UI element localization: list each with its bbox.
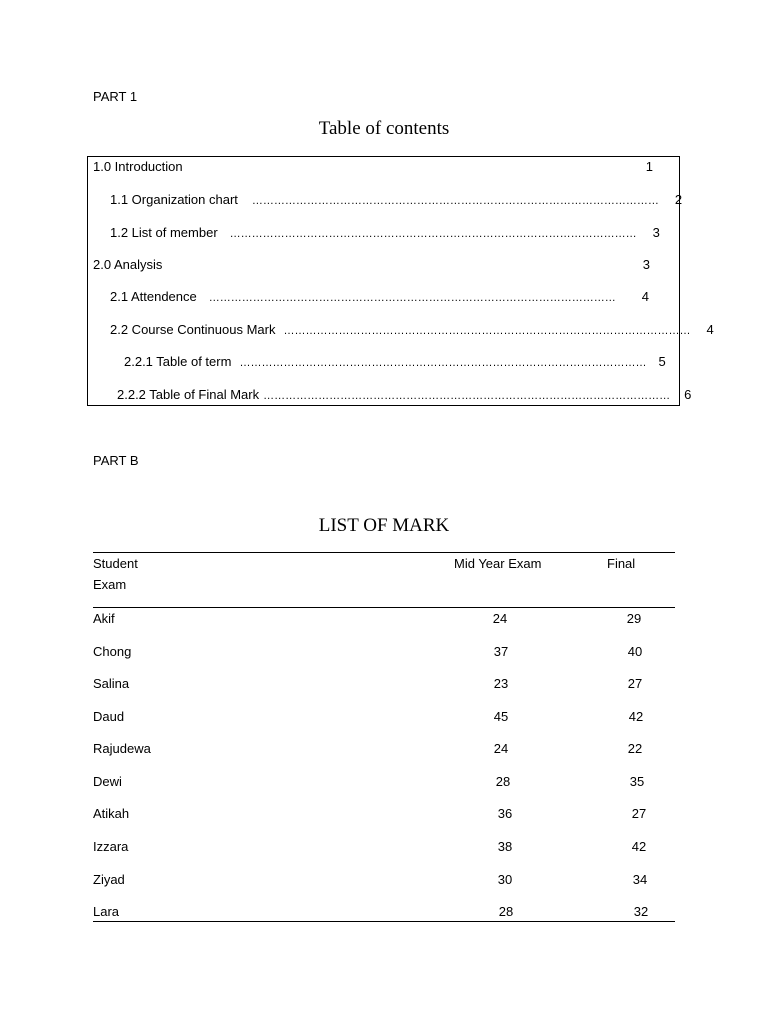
part-1-label: PART 1 — [93, 89, 138, 104]
toc-leader-dots: ………………………………………………………………………………………………… — [239, 356, 647, 369]
toc-entry — [110, 225, 660, 240]
toc-entry-page: 3 — [652, 225, 660, 240]
toc-leader-dots: ………………………………………………………………………………………………… — [208, 291, 616, 304]
toc-title: Table of contents — [318, 118, 450, 139]
student-name: Dewi — [93, 774, 122, 789]
mid-year-mark: 28 — [495, 774, 511, 789]
mid-year-mark: 36 — [497, 806, 513, 821]
toc-entry-label: 2.2 Course Continuous Mark — [110, 322, 276, 337]
mid-year-mark: 28 — [498, 904, 514, 919]
header-student: Student — [93, 556, 138, 571]
table-bottom-rule — [93, 921, 675, 922]
toc-entry-page: 4 — [641, 289, 649, 304]
header-final: Final — [607, 556, 636, 571]
mid-year-mark: 23 — [493, 676, 509, 691]
mid-year-mark: 38 — [497, 839, 513, 854]
part-b-label: PART B — [93, 453, 139, 468]
header-mid-year-exam: Mid Year Exam — [454, 556, 542, 571]
toc-entry-page: 5 — [658, 354, 666, 369]
student-name: Daud — [93, 709, 125, 724]
final-mark: 32 — [633, 904, 649, 919]
toc-entry-label: 1.1 Organization chart — [110, 192, 238, 207]
final-mark: 40 — [627, 644, 643, 659]
toc-entry-page: 3 — [642, 257, 650, 272]
final-mark: 42 — [628, 709, 644, 724]
marks-title: LIST OF MARK — [318, 515, 450, 536]
toc-entry — [110, 322, 714, 337]
toc-leader-dots: ………………………………………………………………………………………………… — [229, 227, 637, 240]
toc-entry — [117, 387, 692, 402]
mid-year-mark: 45 — [493, 709, 509, 724]
toc-entry-label: 2.1 Attendence — [110, 289, 197, 304]
final-mark: 35 — [629, 774, 645, 789]
final-mark: 27 — [627, 676, 643, 691]
toc-leader-dots: ………………………………………………………………………………………………… — [263, 389, 671, 402]
toc-leader-dots: ………………………………………………………………………………………………… — [251, 194, 659, 207]
student-name: Atikah — [93, 806, 130, 821]
toc-entry-page: 2 — [674, 192, 683, 207]
student-name: Akif — [93, 611, 115, 626]
header-exam: Exam — [93, 577, 127, 592]
toc-entry-page: 6 — [684, 387, 692, 402]
toc-entry-label: 1.0 Introduction — [93, 159, 183, 174]
mid-year-mark: 24 — [492, 611, 508, 626]
final-mark: 34 — [632, 872, 648, 887]
final-mark: 27 — [631, 806, 647, 821]
final-mark: 22 — [627, 741, 643, 756]
toc-entry-label: 2.2.2 Table of Final Mark — [117, 387, 260, 402]
toc-entry — [124, 354, 666, 369]
header-bottom-rule — [93, 607, 675, 608]
student-name: Salina — [93, 676, 130, 691]
student-name: Lara — [93, 904, 120, 919]
student-name: Izzara — [93, 839, 129, 854]
toc-entry-label: 2.0 Analysis — [93, 257, 163, 272]
toc-entry — [110, 192, 683, 207]
toc-entry-page: 4 — [706, 322, 714, 337]
toc-entry — [93, 257, 650, 272]
student-name: Chong — [93, 644, 132, 659]
student-name: Ziyad — [93, 872, 125, 887]
toc-entry — [93, 159, 653, 174]
student-name: Rajudewa — [93, 741, 151, 756]
final-mark: 29 — [626, 611, 642, 626]
mid-year-mark: 30 — [497, 872, 513, 887]
toc-entry-page: 1 — [645, 159, 653, 174]
toc-leader-dots: ………………………………………………………………………………………………… — [283, 324, 691, 337]
table-top-rule — [93, 552, 675, 553]
toc-entry-label: 2.2.1 Table of term — [124, 354, 232, 369]
mid-year-mark: 24 — [493, 741, 509, 756]
mid-year-mark: 37 — [493, 644, 509, 659]
final-mark: 42 — [631, 839, 647, 854]
toc-entry-label: 1.2 List of member — [110, 225, 218, 240]
toc-entry — [110, 289, 649, 304]
